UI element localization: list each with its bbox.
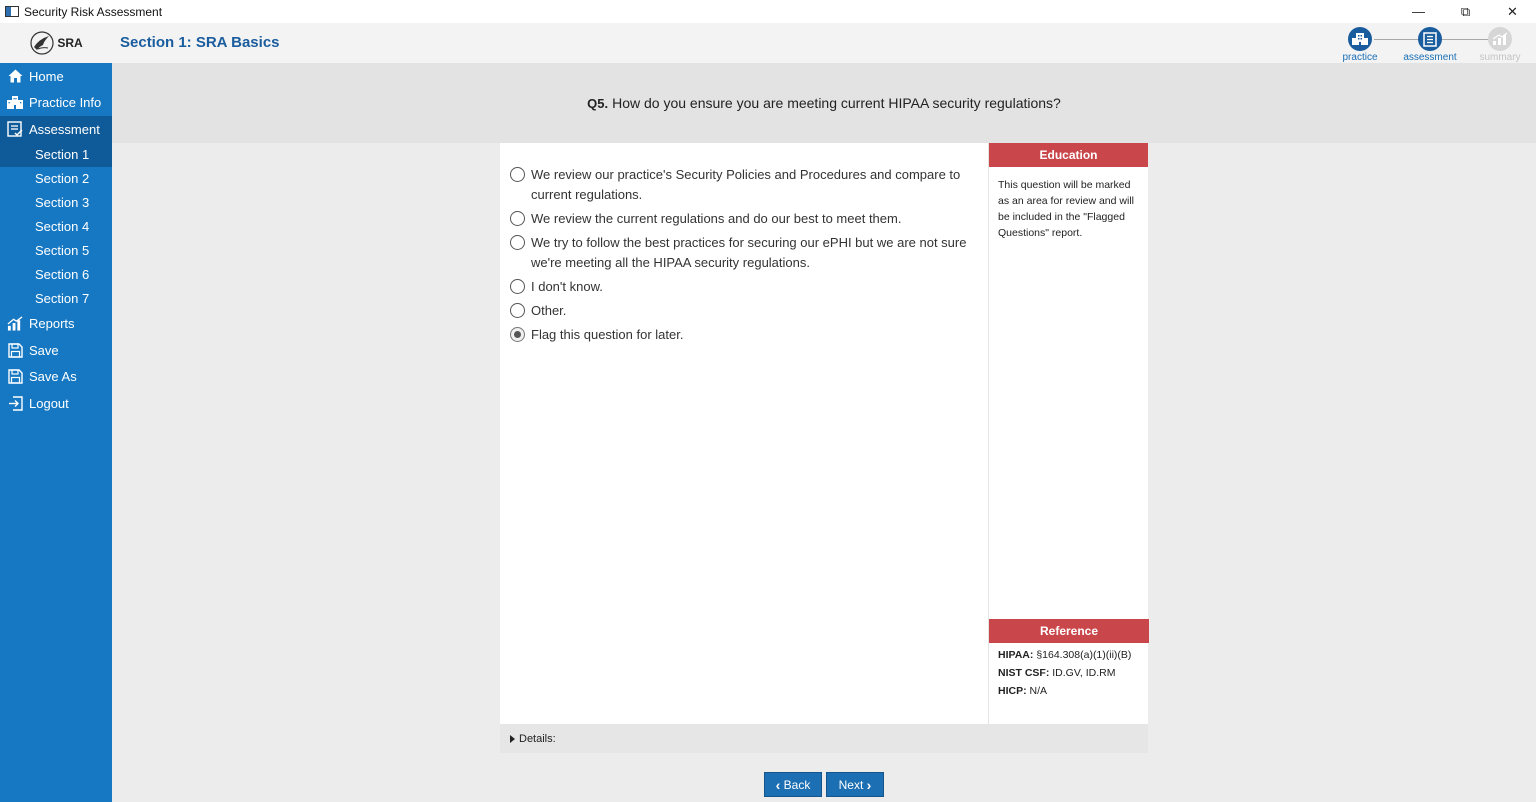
sidebar [0,63,112,802]
sidebar-item-section-7[interactable]: Section 7 [35,291,90,306]
answer-option[interactable] [500,233,988,273]
sidebar-item-section-2[interactable]: Section 2 [35,171,90,186]
answer-options-panel [500,143,988,724]
reference-hipaa: HIPAA: §164.308(a)(1)(ii)(B) [998,649,1132,661]
window-controls [1395,0,1536,23]
sidebar-item-assessment[interactable] [0,116,112,143]
step-label: summary [1479,52,1521,63]
answer-option-flag[interactable] [500,325,988,345]
reference-nist: NIST CSF: ID.GV, ID.RM [998,667,1116,679]
chart-icon [7,316,23,332]
home-icon [7,68,23,84]
answer-option[interactable] [500,165,988,205]
expand-triangle-icon [510,735,515,743]
minimize-button[interactable]: — [1412,4,1425,19]
question-text: How do you ensure you are meeting current HIPAA security regulations? [612,95,1061,111]
reference-body [998,649,1131,703]
radio-button[interactable] [510,303,525,318]
step-label: assessment [1403,52,1457,63]
building-icon [7,95,23,111]
question-number: Q5. [587,95,609,111]
sidebar-item-section-6[interactable]: Section 6 [35,267,90,282]
chevron-right-icon: › [866,776,872,793]
sidebar-item-logout[interactable] [0,390,112,417]
radio-button[interactable] [510,279,525,294]
sidebar-item-section-1[interactable]: Section 1 [0,143,112,167]
sidebar-item-label: Assessment [29,121,100,137]
sidebar-item-home[interactable] [0,63,112,90]
chevron-left-icon: ‹ [775,776,781,793]
next-button-label: Next [838,777,864,792]
page-title: Section 1: SRA Basics [120,34,280,51]
answer-option-label: I don't know. [531,279,603,294]
restore-button[interactable]: ⧉ [1460,3,1471,19]
save-as-icon [7,369,23,385]
window-title-bar [0,0,1536,23]
reference-heading: Reference [989,619,1149,643]
radio-button[interactable] [510,211,525,226]
sidebar-item-label: Logout [29,395,69,411]
logo-text: SRA [57,36,83,50]
answer-option[interactable] [500,209,988,229]
sidebar-item-label: Practice Info [29,95,102,111]
info-side-panel [988,143,1148,724]
sidebar-item-save[interactable] [0,337,112,364]
checklist-icon [7,121,23,137]
details-expander[interactable] [500,724,1148,753]
answer-option-label: We review the current regulations and do our best to meet them. [531,211,902,226]
sidebar-item-section-3[interactable]: Section 3 [35,195,90,210]
step-label: practice [1342,52,1378,63]
sra-logo [0,23,112,63]
logout-icon [7,395,23,411]
building-icon [1348,27,1372,51]
answer-option-label: We review our practice's Security Policies and Procedures and compare to current regulations. [531,167,961,202]
radio-button[interactable] [510,235,525,250]
step-assessment[interactable] [1400,27,1460,63]
step-practice[interactable] [1330,27,1390,63]
sidebar-item-label: Save As [29,369,77,385]
save-icon [7,342,23,358]
window-title: Security Risk Assessment [24,4,163,19]
step-summary[interactable] [1470,27,1530,63]
sidebar-item-label: Reports [29,316,75,332]
answer-option[interactable] [500,301,988,321]
sidebar-item-section-5[interactable]: Section 5 [35,243,90,258]
radio-button-selected[interactable] [510,327,525,342]
radio-button[interactable] [510,167,525,182]
question-bar [112,63,1536,143]
education-heading: Education [989,143,1148,167]
next-button[interactable] [826,772,884,797]
progress-steps [1330,27,1520,63]
chart-icon [1488,27,1512,51]
sidebar-item-practice-info[interactable] [0,90,112,117]
close-button[interactable]: ✕ [1507,3,1518,19]
app-header [0,23,1536,63]
back-button-label: Back [783,777,811,792]
reference-hicp: HICP: N/A [998,685,1048,697]
education-text: This question will be marked as an area for review and will be included in the "Flagged Questions" report. [998,179,1134,239]
sidebar-item-section-4[interactable]: Section 4 [35,219,90,234]
hhs-eagle-icon [29,30,55,56]
answer-option[interactable] [500,277,988,297]
sidebar-item-reports[interactable] [0,311,112,338]
answer-option-label: Flag this question for later. [531,327,684,342]
checklist-icon [1418,27,1442,51]
answer-option-label: We try to follow the best practices for securing our ePHI but we are not sure we're meeting all the HIPAA security regulations. [531,235,967,270]
back-button[interactable] [764,772,822,797]
app-icon [5,6,19,17]
answer-option-label: Other. [531,303,567,318]
sidebar-item-save-as[interactable] [0,364,112,391]
details-label: Details: [519,732,556,745]
sidebar-item-label: Home [29,68,64,84]
sidebar-item-label: Save [29,342,59,358]
